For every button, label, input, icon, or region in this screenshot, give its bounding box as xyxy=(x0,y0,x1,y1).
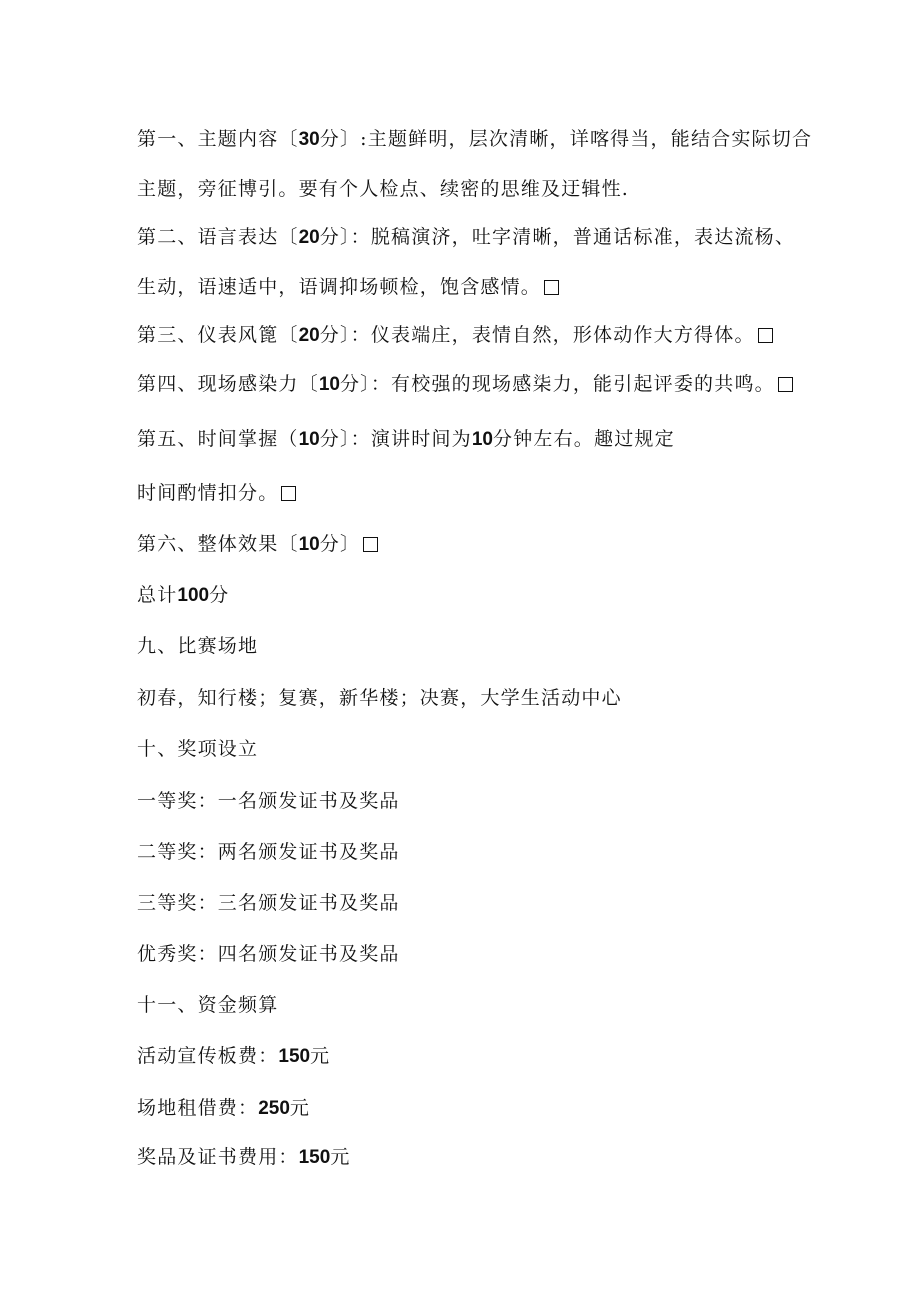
total-score-line: 总计100分 xyxy=(137,584,230,606)
criterion-1-line: 第一、主题内容〔30分〕:主题鲜明，层次清晰，详喀得当，能结合实际切合 xyxy=(137,128,813,150)
award-item-first: 一等奖：一名颁发证书及奖品 xyxy=(137,790,400,812)
criterion-6-line: 第六、整体效果〔10分〕 xyxy=(137,529,378,556)
criterion-4-line: 第四、现场感染力〔10分〕：有校强的现场感柒力，能引起评委的共鸣。 xyxy=(137,369,793,396)
criterion-2-continued: 生动，语速适中，语调抑场顿检，饱含感情。 xyxy=(137,272,559,299)
criterion-5-continued: 时间酌情扣分。 xyxy=(137,478,296,505)
criterion-5-line: 第五、时间掌握（10分〕：演讲时间为10分钟左右。趣过规定 xyxy=(137,428,675,450)
checkbox-icon xyxy=(363,537,378,552)
budget-item-venue-rental: 场地租借费：250元 xyxy=(137,1097,311,1119)
budget-item-prizes: 奖品及证书费用：150元 xyxy=(137,1146,351,1168)
criterion-3-line: 第三、仪表风篦〔20分〕：仪表端庄，表情自然，形体动作大方得体。 xyxy=(137,320,773,347)
checkbox-icon xyxy=(758,328,773,343)
checkbox-icon xyxy=(778,377,793,392)
venue-text: 初春，知行楼；复赛，新华楼；决赛，大学生活动中心 xyxy=(137,687,622,709)
checkbox-icon xyxy=(544,280,559,295)
criterion-2-line: 第二、语言表达〔20分〕：脱稿演济，吐字清晰，普通话标准，表达流杨、 xyxy=(137,226,796,248)
award-item-third: 三等奖：三名颁发证书及奖品 xyxy=(137,892,400,914)
criterion-1-continued: 主题，旁征博引。要有个人检点、续密的思维及迂辑性. xyxy=(137,178,630,200)
awards-heading: 十、奖项设立 xyxy=(137,738,259,760)
venue-heading: 九、比赛场地 xyxy=(137,635,259,657)
award-item-second: 二等奖：两名颁发证书及奖品 xyxy=(137,841,400,863)
checkbox-icon xyxy=(281,486,296,501)
budget-heading: 十一、资金频算 xyxy=(137,994,279,1016)
award-item-excellence: 优秀奖：四名颁发证书及奖品 xyxy=(137,943,400,965)
budget-item-publicity: 活动宣传板费：150元 xyxy=(137,1045,331,1067)
